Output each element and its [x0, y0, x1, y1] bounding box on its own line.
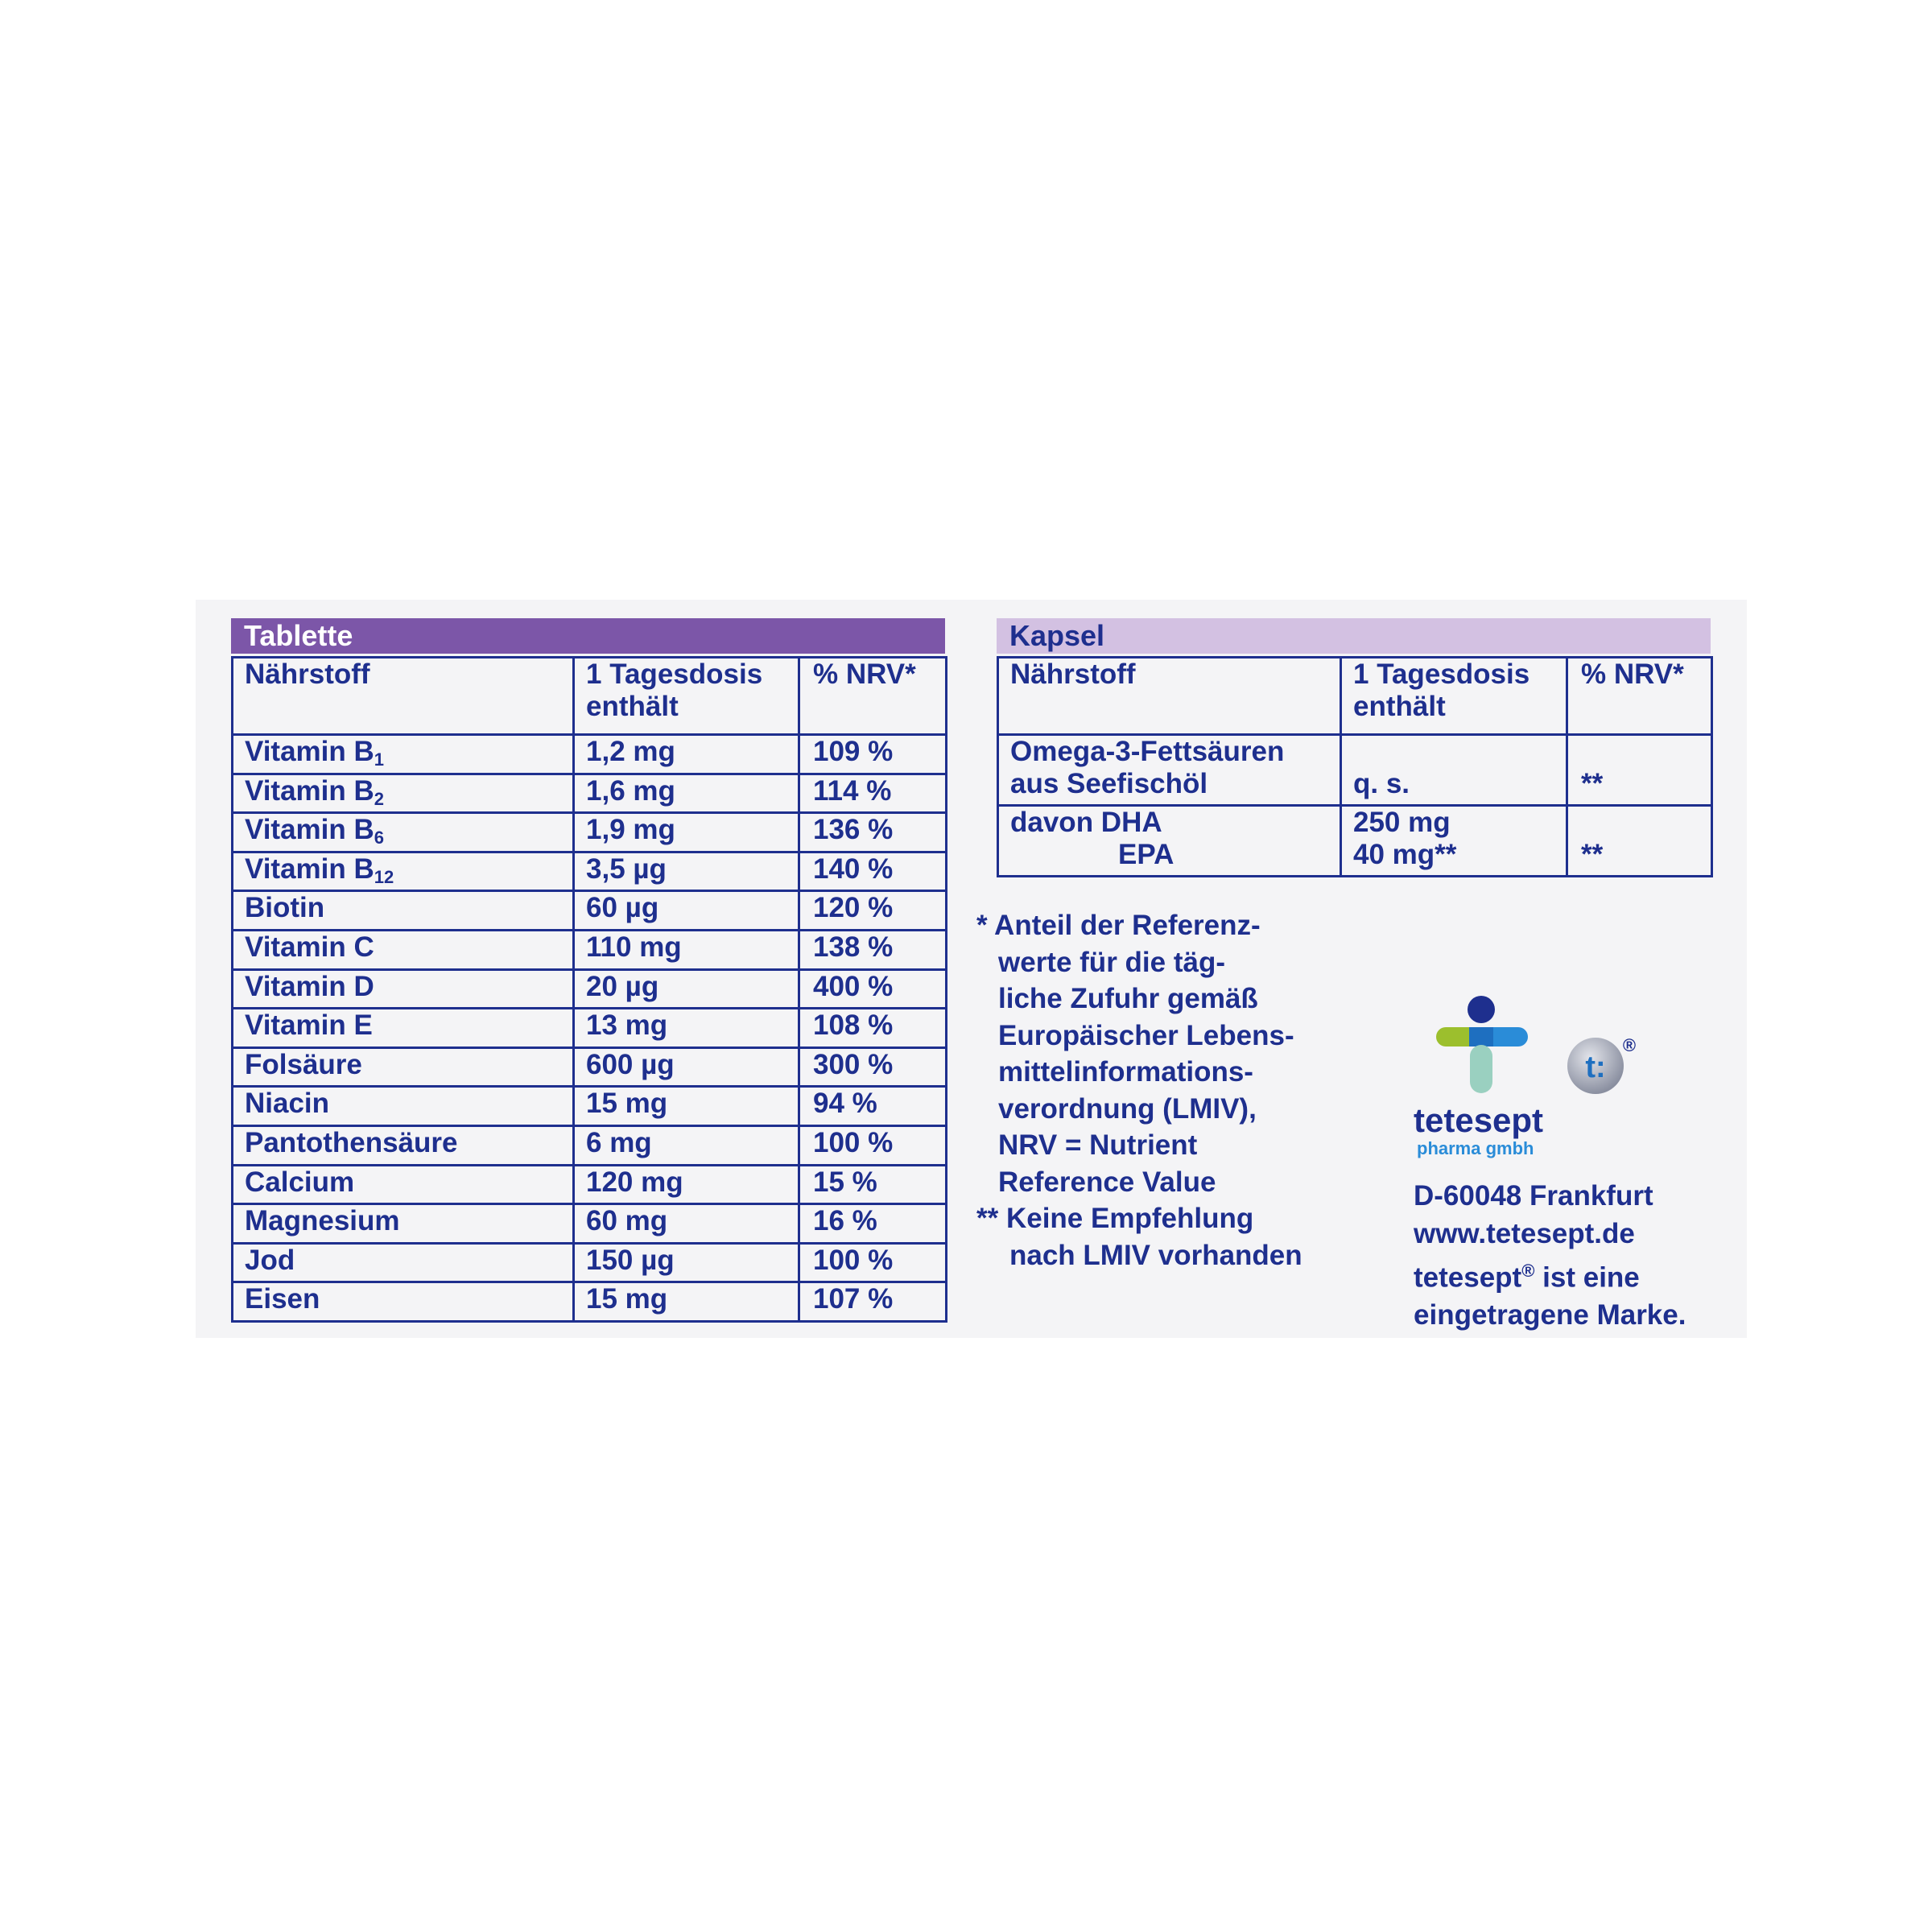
table-row [233, 1204, 947, 1244]
nutrient-name-text: Vitamin D [245, 970, 374, 1002]
nutrient-name [998, 735, 1341, 806]
nutrient-name [233, 1282, 574, 1322]
nutrient-nrv: 94 % [799, 1087, 947, 1126]
nutrient-name [233, 735, 574, 774]
nutrient-name-text: Biotin [245, 892, 325, 924]
nutrient-name-text: Magnesium [245, 1205, 400, 1237]
registered-mark: ® [1521, 1261, 1535, 1281]
table-row [233, 774, 947, 813]
col-nrv: % NRV* [1567, 658, 1712, 735]
table-header-row [233, 658, 947, 735]
address-trademark-end: eingetragene Marke. [1414, 1299, 1686, 1331]
nutrient-name-text: Folsäure [245, 1048, 362, 1080]
col-dosis-line2: enthält [1353, 691, 1446, 722]
nutrient-nrv: 107 % [799, 1282, 947, 1322]
nutrient-name-text: Vitamin E [245, 1009, 373, 1042]
nutrient-name [233, 1047, 574, 1087]
nutrient-dose: 60 µg [574, 891, 799, 931]
nutrient-name [233, 1204, 574, 1244]
footnote-line: Reference Value [998, 1166, 1216, 1198]
nutrient-name-text: Pantothensäure [245, 1126, 458, 1158]
nutrient-dose: 60 mg [574, 1204, 799, 1244]
tablette-table [231, 656, 947, 1323]
table-row [233, 852, 947, 891]
nutrient-nrv [1567, 735, 1712, 806]
nutrient-dose-line2: 40 mg** [1353, 839, 1457, 870]
footnote-line: verordnung (LMIV), [998, 1092, 1257, 1125]
col-dosis-line1: 1 Tagesdosis [1353, 658, 1530, 690]
nutrient-nrv-line1 [1581, 736, 1711, 768]
nutrient-dose: 600 µg [574, 1047, 799, 1087]
address-city: D-60048 Frankfurt [1414, 1180, 1653, 1212]
nutrient-name-text: Vitamin B [245, 774, 374, 807]
footnote-line: Europäischer Lebens- [998, 1019, 1294, 1051]
nutrient-name-text: Vitamin C [245, 931, 374, 963]
table-row [233, 1087, 947, 1126]
kapsel-table [997, 656, 1713, 877]
nutrient-dose [1341, 735, 1567, 806]
nutrient-dose: 3,5 µg [574, 852, 799, 891]
col-dosis-line1: 1 Tagesdosis [586, 658, 763, 690]
nutrient-subscript: 1 [374, 749, 385, 770]
nutrient-name [233, 1125, 574, 1165]
nutrient-name-text: Jod [245, 1244, 295, 1276]
nutrient-nrv: 114 % [799, 774, 947, 813]
nutrient-nrv: 15 % [799, 1165, 947, 1204]
trademark-name: tetesept [1414, 1261, 1522, 1294]
footnotes [976, 907, 1302, 1274]
table-row [233, 735, 947, 774]
nutrient-nrv [1567, 806, 1712, 877]
footnote-line: nach LMIV vorhanden [1009, 1239, 1302, 1271]
nutrient-name [233, 891, 574, 931]
nutrient-nrv: 109 % [799, 735, 947, 774]
nutrient-name-line2: aus Seefischöl [1010, 768, 1208, 799]
nutrient-name-line2: EPA [1118, 839, 1174, 870]
nutrient-nrv-line2: ** [1581, 768, 1604, 799]
table-header-row [998, 658, 1712, 735]
brand-name: tetesept [1414, 1101, 1544, 1139]
t-badge-icon [1565, 1034, 1639, 1096]
nutrient-name [233, 1087, 574, 1126]
nutrient-name-text: Vitamin B [245, 852, 374, 885]
nutrient-dose: 15 mg [574, 1282, 799, 1322]
table-row [233, 1165, 947, 1204]
nutrient-dose: 13 mg [574, 1009, 799, 1048]
nutrient-name [998, 806, 1341, 877]
nutrient-nrv: 100 % [799, 1125, 947, 1165]
footnote-line: * Anteil der Referenz- [976, 910, 1261, 941]
nutrient-dose: 120 mg [574, 1165, 799, 1204]
nutrient-dose-line1: 250 mg [1353, 807, 1451, 838]
nutrient-nrv: 120 % [799, 891, 947, 931]
brand-sub: pharma gmbh [1417, 1138, 1534, 1158]
col-nrv: % NRV* [799, 658, 947, 735]
nutrient-dose: 6 mg [574, 1125, 799, 1165]
table-row [998, 806, 1712, 877]
nutrient-nrv: 100 % [799, 1243, 947, 1282]
nutrient-name-line1: Omega-3-Fettsäuren [1010, 736, 1285, 767]
footnote-line: liche Zufuhr gemäß [998, 983, 1258, 1014]
tetesept-cross-icon [1433, 995, 1530, 1096]
nutrient-nrv-line2: ** [1581, 839, 1604, 870]
kapsel-title: Kapsel [997, 618, 1711, 654]
nutrient-name [233, 852, 574, 891]
table-row [233, 1243, 947, 1282]
nutrient-name [233, 774, 574, 813]
nutrient-name-line1: davon DHA [1010, 807, 1162, 838]
table-row [233, 1282, 947, 1322]
nutrient-name-text: Vitamin B [245, 814, 374, 846]
nutrient-name-text: Eisen [245, 1283, 320, 1315]
nutrient-subscript: 6 [374, 828, 385, 848]
table-row [233, 930, 947, 969]
col-dosis-line2: enthält [586, 691, 679, 722]
nutrient-subscript: 2 [374, 788, 385, 809]
nutrient-dose: 1,9 mg [574, 813, 799, 852]
nutrient-nrv: 108 % [799, 1009, 947, 1048]
nutrient-dose: 1,2 mg [574, 735, 799, 774]
nutrient-nrv: 136 % [799, 813, 947, 852]
nutrient-nrv: 300 % [799, 1047, 947, 1087]
t-badge-registered: ® [1622, 1035, 1637, 1055]
table-row [233, 1125, 947, 1165]
table-row [233, 1009, 947, 1048]
t-badge-letter: t: [1585, 1051, 1606, 1084]
table-row [233, 1047, 947, 1087]
nutrient-name [233, 813, 574, 852]
nutrient-name-text: Vitamin B [245, 736, 374, 767]
address-url: www.tetesept.de [1414, 1217, 1635, 1249]
table-row [233, 969, 947, 1009]
address-block [1414, 1178, 1686, 1335]
nutrient-nrv: 400 % [799, 969, 947, 1009]
col-dosis [574, 658, 799, 735]
nutrient-dose: 15 mg [574, 1087, 799, 1126]
nutrient-nrv-line1 [1581, 807, 1711, 839]
table-row [998, 735, 1712, 806]
table-row [233, 813, 947, 852]
nutrient-name [233, 1009, 574, 1048]
nutrient-name-text: Niacin [245, 1088, 330, 1120]
nutrient-nrv: 138 % [799, 930, 947, 969]
nutrient-name [233, 969, 574, 1009]
nutrient-name [233, 1165, 574, 1204]
address-trademark [1414, 1253, 1686, 1297]
col-naehrstoff: Nährstoff [233, 658, 574, 735]
nutrient-nrv: 16 % [799, 1204, 947, 1244]
nutrient-dose-line2: q. s. [1353, 768, 1410, 799]
nutrient-dose-line1 [1353, 736, 1566, 768]
trademark-text: ist eine [1534, 1261, 1640, 1294]
col-dosis [1341, 658, 1567, 735]
footnote-line: werte für die täg- [998, 946, 1225, 978]
nutrient-name [233, 930, 574, 969]
nutrient-nrv: 140 % [799, 852, 947, 891]
footnote-line: mittelinformations- [998, 1056, 1253, 1088]
tablette-title: Tablette [231, 618, 945, 654]
table-row [233, 891, 947, 931]
col-naehrstoff: Nährstoff [998, 658, 1341, 735]
nutrient-name-text: Calcium [245, 1166, 355, 1198]
nutrient-dose [1341, 806, 1567, 877]
footnote-line: NRV = Nutrient [998, 1129, 1198, 1161]
nutrient-dose: 20 µg [574, 969, 799, 1009]
nutrient-dose: 1,6 mg [574, 774, 799, 813]
nutrient-dose: 110 mg [574, 930, 799, 969]
nutrient-name [233, 1243, 574, 1282]
nutrient-subscript: 12 [374, 866, 394, 887]
nutrient-dose: 150 µg [574, 1243, 799, 1282]
footnote-line: ** Keine Empfehlung [976, 1203, 1254, 1234]
